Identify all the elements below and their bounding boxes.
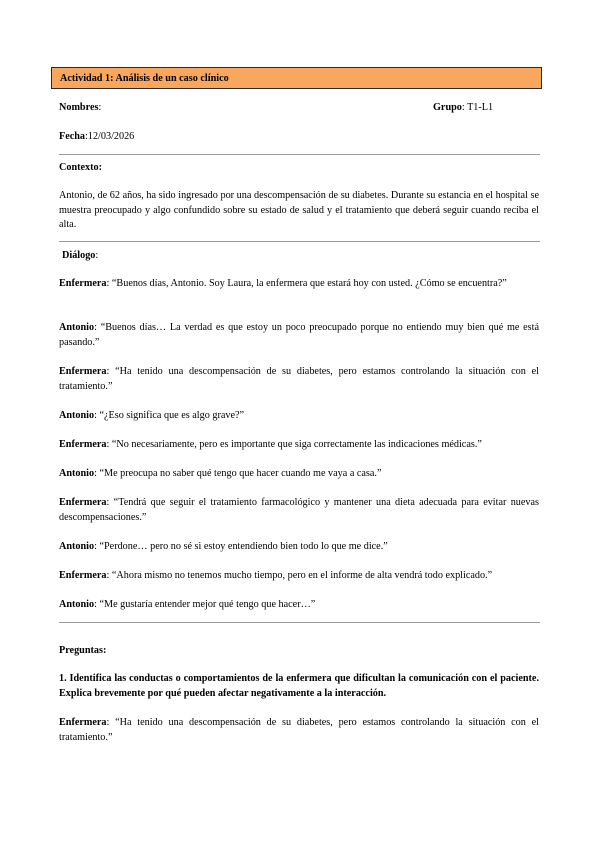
dialogue-line <box>59 496 539 525</box>
divider <box>59 154 540 155</box>
dialogue-line <box>59 409 539 424</box>
dialogue-line <box>59 569 539 584</box>
dialogue-text: : “No necesariamente, pero es importante que siga correctamente las indicaciones médicas.” <box>106 439 482 450</box>
speaker-name: Enfermera <box>59 497 107 508</box>
fecha-value: :12/03/2026 <box>85 131 135 142</box>
dialogue-text: : “Buenos días, Antonio. Soy Laura, la enfermera que estará hoy con usted. ¿Cómo se encuentra?” <box>106 278 507 289</box>
grupo-value: : T1-L1 <box>461 102 494 113</box>
dialogue-line <box>59 365 539 394</box>
dialogue-text: : “¿Eso significa que es algo grave?” <box>94 410 245 421</box>
speaker-name: Enfermera <box>59 570 107 581</box>
dialogo-heading-row <box>62 249 542 264</box>
dialogue-line <box>59 438 539 453</box>
dialogue-line <box>59 598 539 613</box>
dialogue-line <box>59 540 539 555</box>
divider <box>59 622 540 623</box>
dialogue-text: : “Tendrá que seguir el tratamiento farmacológico y mantener una dieta adecuada para evitar nuevas descompensaciones.” <box>59 497 539 523</box>
dialogo-heading-colon: : <box>95 250 99 261</box>
dialogue-text: : “Ahora mismo no tenemos mucho tiempo, pero en el informe de alta vendrá todo explicado.” <box>106 570 493 581</box>
divider <box>59 241 540 242</box>
dialogue-text: : “Me preocupa no saber qué tengo que hacer cuando me vaya a casa.” <box>94 468 382 479</box>
dialogue-text: : “Me gustaría entender mejor qué tengo que hacer…” <box>94 599 316 610</box>
grupo-label: Grupo <box>433 102 462 113</box>
activity-title: Actividad 1: Análisis de un caso clínico <box>60 73 229 84</box>
dialogue-line <box>59 321 539 350</box>
question-1: 1. Identifica las conductas o comportamientos de la enfermera que dificultan la comunicación con el paciente. Explica brevemente por qué pueden afectar negativamente a la interacción. <box>59 673 539 699</box>
dialogue-text: : “Ha tenido una descompensación de su diabetes, pero estamos controlando la situación con el tratamiento.” <box>59 366 539 392</box>
grupo-field <box>433 101 493 116</box>
dialogue-line <box>59 467 539 482</box>
preguntas-heading: Preguntas: <box>59 645 107 656</box>
fecha-row <box>59 130 539 145</box>
speaker-name: Enfermera <box>59 366 107 377</box>
answer-text: : “Ha tenido una descompensación de su diabetes, pero estamos controlando la situación con el tratamiento.” <box>59 717 539 743</box>
speaker-name: Enfermera <box>59 278 107 289</box>
dialogue-text: : “Perdone… pero no sé si estoy entendiendo bien todo lo que me dice.” <box>94 541 388 552</box>
dialogo-heading: Diálogo <box>62 250 96 261</box>
dialogue-text: : “Buenos días… La verdad es que estoy un poco preocupado porque no entiendo muy bien qué me está pasando.” <box>59 322 539 348</box>
speaker-name: Enfermera <box>59 717 107 728</box>
fecha-label: Fecha <box>59 131 86 142</box>
speaker-name: Antonio <box>59 410 95 421</box>
nombres-label: Nombres <box>59 102 99 113</box>
dialogue-line <box>59 277 539 292</box>
contexto-text: Antonio, de 62 años, ha sido ingresado por una descompensación de su diabetes. Durante su estancia en el hospital se muestra preocupado y algo confundido sobre su estado de salud y el tratamiento que deberá seguir cuando reciba el alta. <box>59 190 539 230</box>
contexto-heading: Contexto: <box>59 162 103 173</box>
answer-line <box>59 716 539 745</box>
speaker-name: Antonio <box>59 322 95 333</box>
speaker-name: Antonio <box>59 599 95 610</box>
nombres-value: : <box>98 102 102 113</box>
speaker-name: Antonio <box>59 541 95 552</box>
activity-title-box <box>51 67 542 89</box>
speaker-name: Antonio <box>59 468 95 479</box>
speaker-name: Enfermera <box>59 439 107 450</box>
